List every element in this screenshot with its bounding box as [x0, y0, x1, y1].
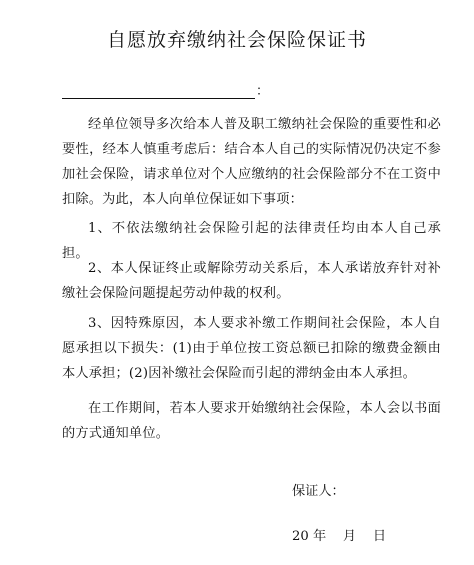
paragraph-item-3: 3、因特殊原因，本人要求补缴工作期间社会保险，本人自愿承担以下损失：(1)由于单位按工资总额已扣除的缴费金额由本人承担；(2)因补缴社会保险而引起的滞纳金由本人承担。 [62, 316, 441, 381]
signature-label: 保证人： [292, 484, 345, 499]
paragraph-item-1: 1、不依法缴纳社会保险引起的法律责任均由本人自己承担。 [62, 221, 441, 261]
document-title: 自愿放弃缴纳社会保险保证书 [106, 29, 367, 51]
date-line: 20 年 月 日 [292, 529, 387, 544]
paragraph-closing: 在工作期间，若本人要求开始缴纳社会保险，本人会以书面的方式通知单位。 [62, 401, 441, 441]
paragraph-item-2: 2、本人保证终止或解除劳动关系后，本人承诺放弃针对补缴社会保险问题提起劳动仲裁的权利。 [62, 261, 441, 301]
addressee-underline [62, 98, 255, 99]
addressee-colon: ： [256, 84, 270, 99]
paragraph-intro: 经单位领导多次给本人普及职工缴纳社会保险的重要性和必要性，经本人慎重考虑后：结合本人自己的实际情况仍决定不参加社会保险，请求单位对个人应缴纳的社会保险部分不在工资中扣除。为此，本人向单位保证如下事项： [62, 117, 441, 207]
addressee-blank [62, 84, 270, 102]
